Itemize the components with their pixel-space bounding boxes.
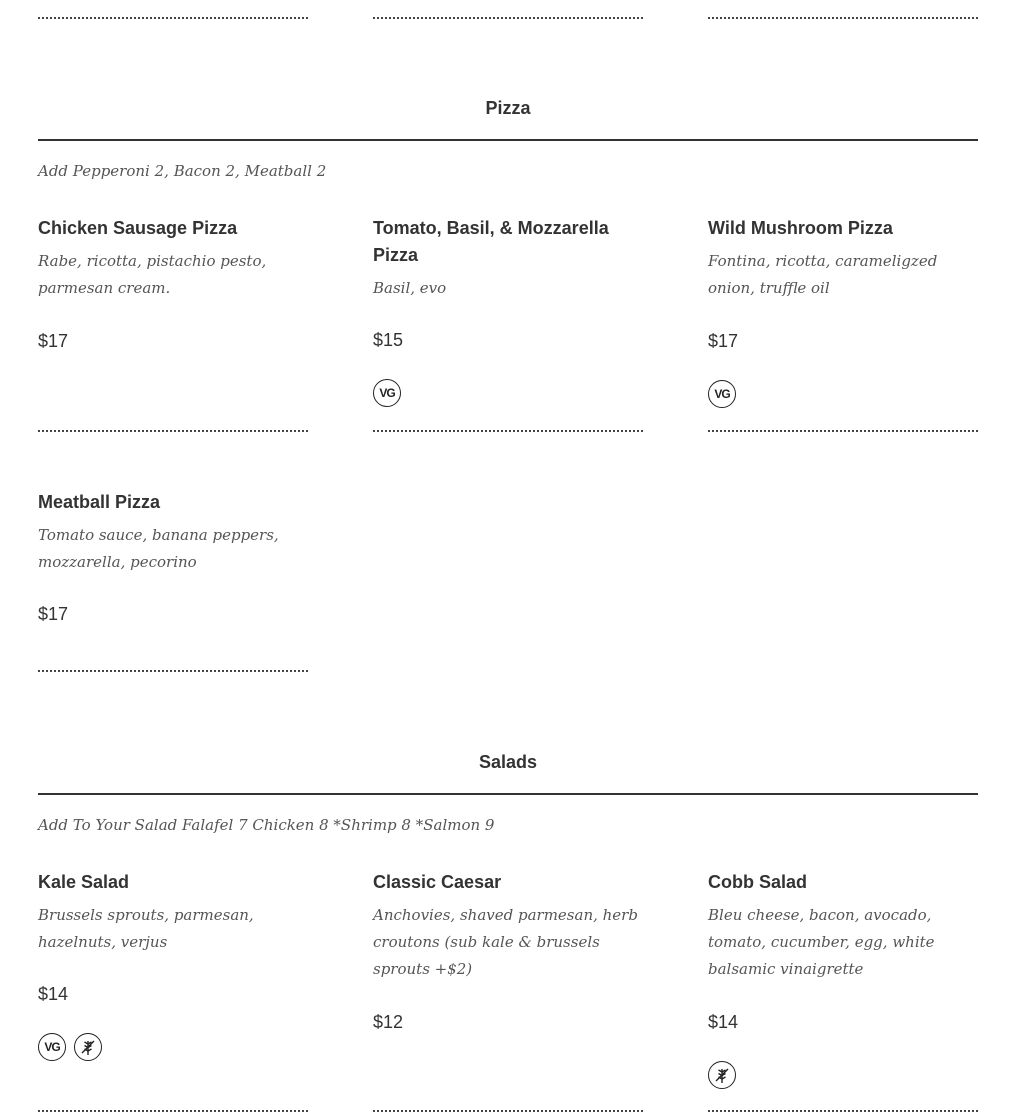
item-price: $14	[708, 1012, 739, 1032]
menu-item	[708, 869, 978, 983]
section-title-pizza: Pizza	[485, 98, 531, 118]
section-note-pizza: Add Pepperoni 2, Bacon 2, Meatball 2	[38, 162, 327, 180]
item-description: Anchovies, shaved parmesan, herb croutons (sub kale & brussels sprouts +$2)	[373, 906, 638, 978]
item-description: Brussels sprouts, parmesan, hazelnuts, verjus	[38, 906, 254, 951]
item-separator	[708, 1108, 978, 1112]
item-price: $14	[38, 984, 69, 1004]
item-description: Basil, evo	[373, 279, 447, 297]
item-price: $15	[373, 330, 404, 350]
gluten-free-icon	[74, 1033, 102, 1061]
menu-item	[38, 869, 308, 956]
menu-item	[38, 489, 308, 576]
item-separator	[373, 428, 643, 432]
item-name: Wild Mushroom Pizza	[708, 218, 893, 238]
vegetarian-icon: VG	[708, 380, 736, 408]
item-separator	[708, 15, 978, 19]
item-name: Cobb Salad	[708, 872, 808, 892]
item-price: $17	[38, 331, 69, 351]
section-note-salads: Add To Your Salad Falafel 7 Chicken 8 *Shrimp 8 *Salmon 9	[38, 816, 495, 834]
item-separator	[373, 1108, 643, 1112]
item-name: Classic Caesar	[373, 872, 502, 892]
menu-item	[38, 215, 308, 302]
item-name: Chicken Sausage Pizza	[38, 218, 238, 238]
item-separator	[373, 15, 643, 19]
item-description: Fontina, ricotta, carameligzed onion, truffle oil	[708, 252, 938, 297]
item-description: Tomato sauce, banana peppers, mozzarella, pecorino	[38, 526, 279, 571]
item-name: Meatball Pizza	[38, 492, 161, 512]
vegetarian-icon: VG	[373, 379, 401, 407]
menu-item	[373, 869, 643, 983]
section-divider	[38, 793, 978, 795]
item-description: Rabe, ricotta, pistachio pesto, parmesan cream.	[38, 252, 267, 297]
menu-item	[708, 215, 978, 302]
menu-item	[373, 215, 643, 302]
item-separator	[38, 668, 308, 672]
vegetarian-icon: VG	[38, 1033, 66, 1061]
section-divider	[38, 139, 978, 141]
item-separator	[38, 1108, 308, 1112]
dietary-badges	[708, 380, 736, 408]
item-separator	[38, 428, 308, 432]
item-name: Tomato, Basil, & Mozzarella Pizza	[373, 218, 609, 265]
item-description: Bleu cheese, bacon, avocado, tomato, cucumber, egg, white balsamic vinaigrette	[708, 906, 935, 978]
item-separator	[708, 428, 978, 432]
item-separator	[38, 15, 308, 19]
item-price: $12	[373, 1012, 404, 1032]
gluten-free-icon	[708, 1061, 736, 1089]
dietary-badges	[373, 379, 401, 407]
section-title-salads: Salads	[478, 752, 538, 772]
item-price: $17	[708, 331, 739, 351]
dietary-badges	[38, 1033, 102, 1061]
item-name: Kale Salad	[38, 872, 130, 892]
item-price: $17	[38, 604, 69, 624]
dietary-badges	[708, 1061, 736, 1089]
